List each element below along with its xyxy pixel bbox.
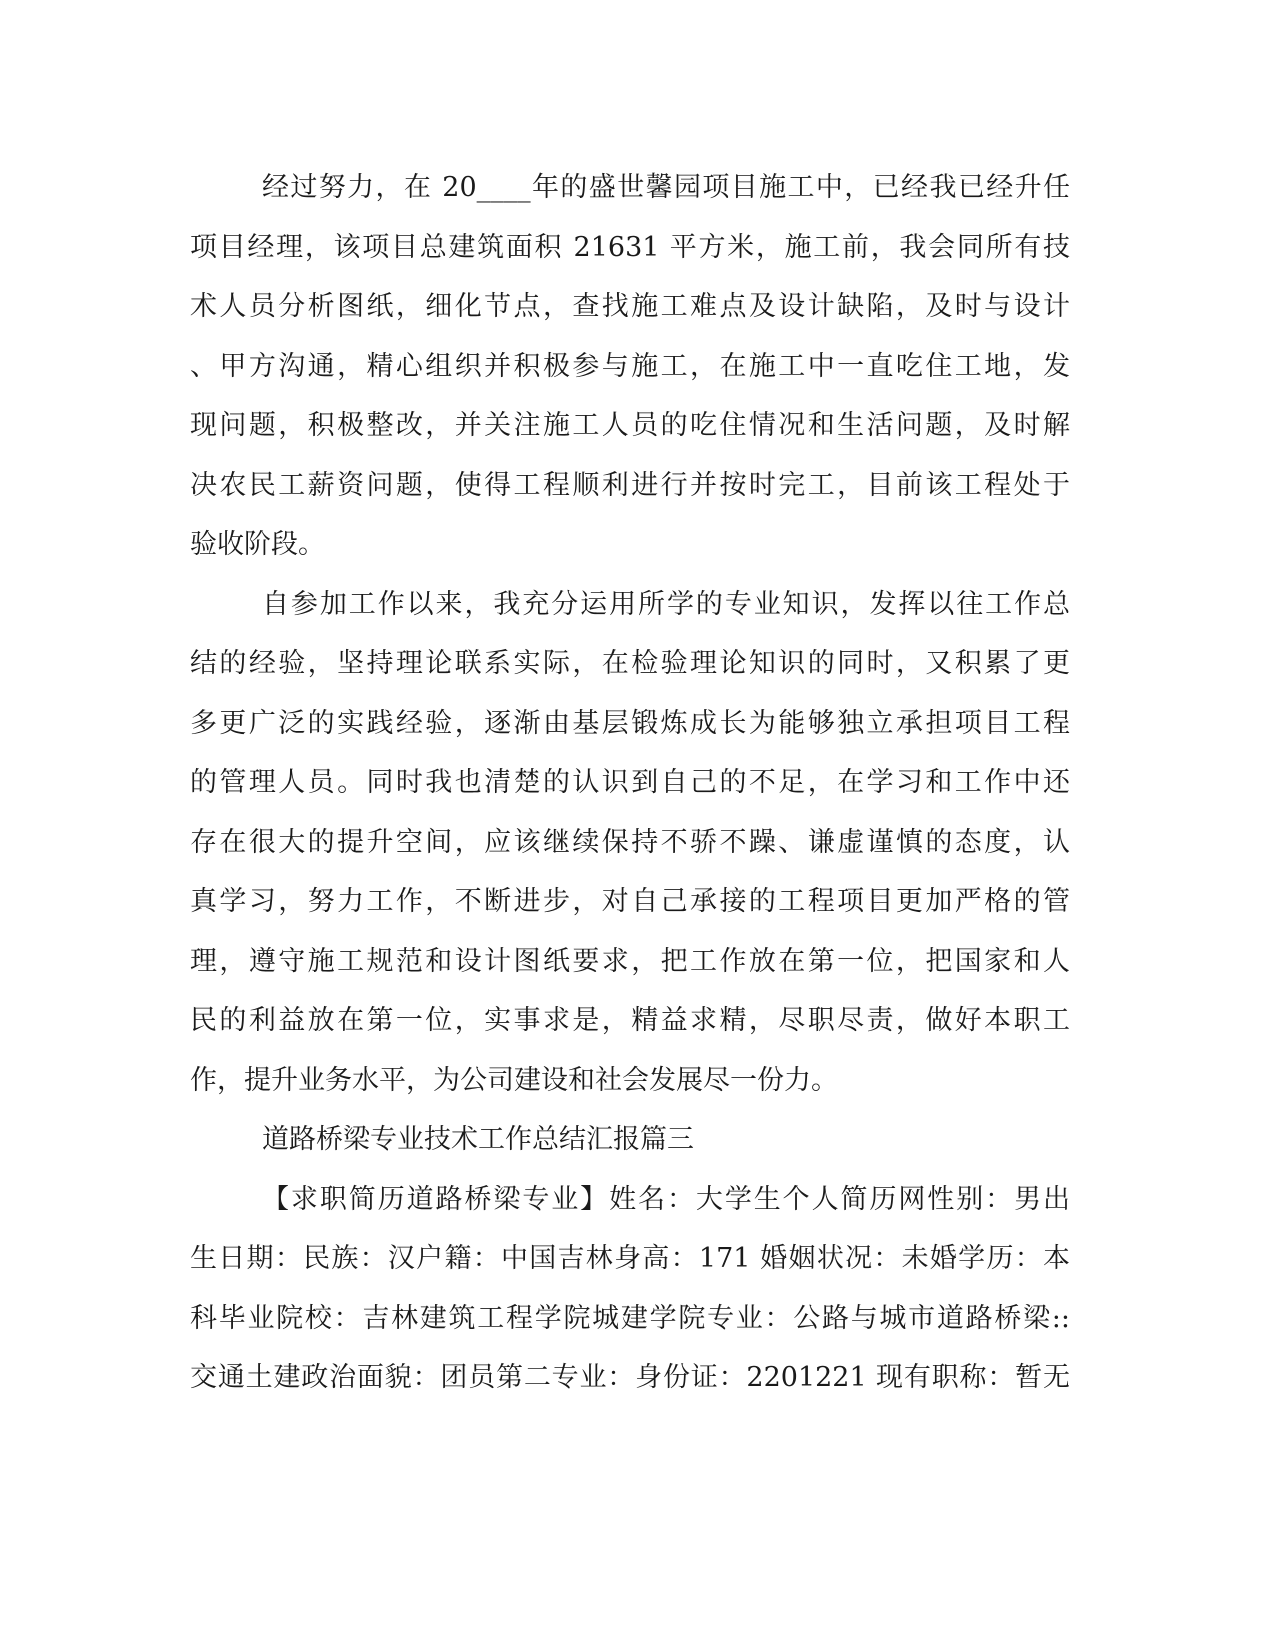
- section-heading-block: [190, 1110, 1070, 1170]
- text-line: 的管理人员。同时我也清楚的认识到自己的不足，在学习和工作中还: [190, 767, 1070, 798]
- text-line: 结的经验，坚持理论联系实际，在检验理论知识的同时，又积累了更: [190, 648, 1070, 679]
- document-body: [190, 158, 1070, 1408]
- text-line: 验收阶段。: [190, 529, 325, 560]
- paragraph-self-assessment: [190, 575, 1070, 1111]
- text-line: 项目经理，该项目总建筑面积 21631 平方米，施工前，我会同所有技: [190, 231, 1070, 263]
- text-line: 自参加工作以来，我充分运用所学的专业知识，发挥以往工作总: [262, 588, 1070, 620]
- text-line: 现问题，积极整改，并关注施工人员的吃住情况和生活问题，及时解: [190, 410, 1070, 441]
- text-line: 理，遵守施工规范和设计图纸要求，把工作放在第一位，把国家和人: [190, 945, 1070, 977]
- text-line: 存在很大的提升空间，应该继续保持不骄不躁、谦虚谨慎的态度，认: [190, 826, 1070, 858]
- text-line: 【求职简历道路桥梁专业】姓名：大学生个人简历网性别：男出: [262, 1183, 1070, 1215]
- text-line: 术人员分析图纸，细化节点，查找施工难点及设计缺陷，及时与设计: [190, 291, 1070, 322]
- text-line: 决农民工薪资问题，使得工程顺利进行并按时完工，目前该工程处于: [190, 469, 1070, 501]
- text-line: 生日期：民族：汉户籍：中国吉林身高：171 婚姻状况：未婚学历：本: [190, 1243, 1070, 1274]
- text-line: 真学习，努力工作，不断进步，对自己承接的工程项目更加严格的管: [190, 886, 1070, 917]
- section-heading: 道路桥梁专业技术工作总结汇报篇三: [262, 1124, 694, 1155]
- paragraph-project-experience: [190, 158, 1070, 575]
- text-line: 、甲方沟通，精心组织并积极参与施工，在施工中一直吃住工地，发: [190, 350, 1070, 382]
- text-line: 科毕业院校：吉林建筑工程学院城建学院专业：公路与城市道路桥梁::: [190, 1302, 1070, 1334]
- text-line: 作，提升业务水平，为公司建设和社会发展尽一份力。: [190, 1064, 838, 1096]
- paragraph-resume: [190, 1170, 1070, 1408]
- text-line: 民的利益放在第一位，实事求是，精益求精，尽职尽责，做好本职工: [190, 1005, 1070, 1036]
- text-line: 交通土建政治面貌：团员第二专业：身份证：2201221 现有职称：暂无: [190, 1362, 1070, 1393]
- text-line: 多更广泛的实践经验，逐渐由基层锻炼成长为能够独立承担项目工程: [190, 707, 1070, 739]
- text-line: 经过努力，在 20____年的盛世馨园项目施工中，已经我已经升任: [262, 172, 1070, 203]
